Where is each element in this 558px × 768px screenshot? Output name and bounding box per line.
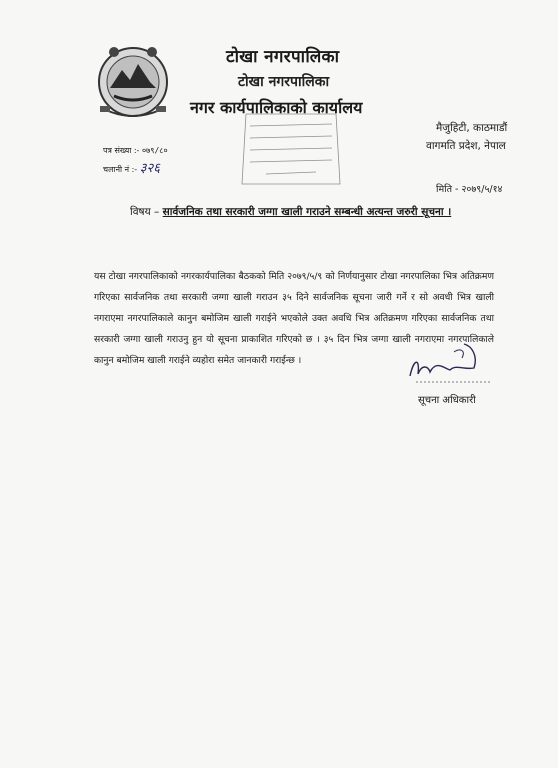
office-name: नगर कार्यपालिकाको कार्यालय xyxy=(190,98,363,117)
notice-body: यस टोखा नगरपालिकाको नगरकार्यपालिका बैठकको मिति २०७९/५/९ को निर्णयानुसार टोखा नगरपालिका भित्र अतिक्रमण गरिएका सार्वजनिक तथा सरकारी जग्गा खाली गराउन ३५ दिने सार्वजनिक सूचना जारी गर्ने र सो अवधी भित्र खाली नगराएमा नगरपालिकाले कानुन बमोजिम खाली गराईने भएकोले उक्त अवधि भित्र अतिक्रमण गरिएका सार्वजनिक तथा सरकारी जग्गा खाली गराउनु हुन यो सूचना प्राकाशित गरिएको छ । ३५ दिन भित्र जग्गा खाली नगराएमा नगरपालिकाले कानुन बमोजिम खाली गराईने व्यहोरा समेत जानकारी गराईन्छ । xyxy=(94,271,494,366)
signer-title: सूचना अधिकारी xyxy=(418,395,476,406)
dispatch-number-row xyxy=(103,158,160,176)
dispatch-number-label: चलानी नं :- xyxy=(103,165,138,174)
address-line-2: वागमति प्रदेश, नेपाल xyxy=(426,140,506,152)
office-stamp xyxy=(236,108,346,190)
notice-date: मिति - २०७९/५/१४ xyxy=(436,184,503,195)
subject-line xyxy=(130,205,451,219)
subject-label: विषय – xyxy=(130,206,160,218)
letter-number-row xyxy=(103,145,168,156)
letter-number-value: ०७९/८० xyxy=(141,146,168,155)
handwritten-signature xyxy=(404,338,494,386)
municipality-title: टोखा नगरपालिका xyxy=(226,47,340,67)
nepal-emblem-logo xyxy=(94,40,172,120)
letter-number-label: पत्र संख्या :- xyxy=(103,146,140,155)
subject-text: सार्वजनिक तथा सरकारी जग्गा खाली गराउने सम्बन्धी अत्यन्त जरुरी सूचना । xyxy=(162,206,452,218)
address-line-1: मैजुहिटी, काठमाडौं xyxy=(436,122,508,134)
dispatch-number-value: ३२६ xyxy=(139,161,161,176)
municipality-subtitle: टोखा नगरपालिका xyxy=(238,74,330,90)
